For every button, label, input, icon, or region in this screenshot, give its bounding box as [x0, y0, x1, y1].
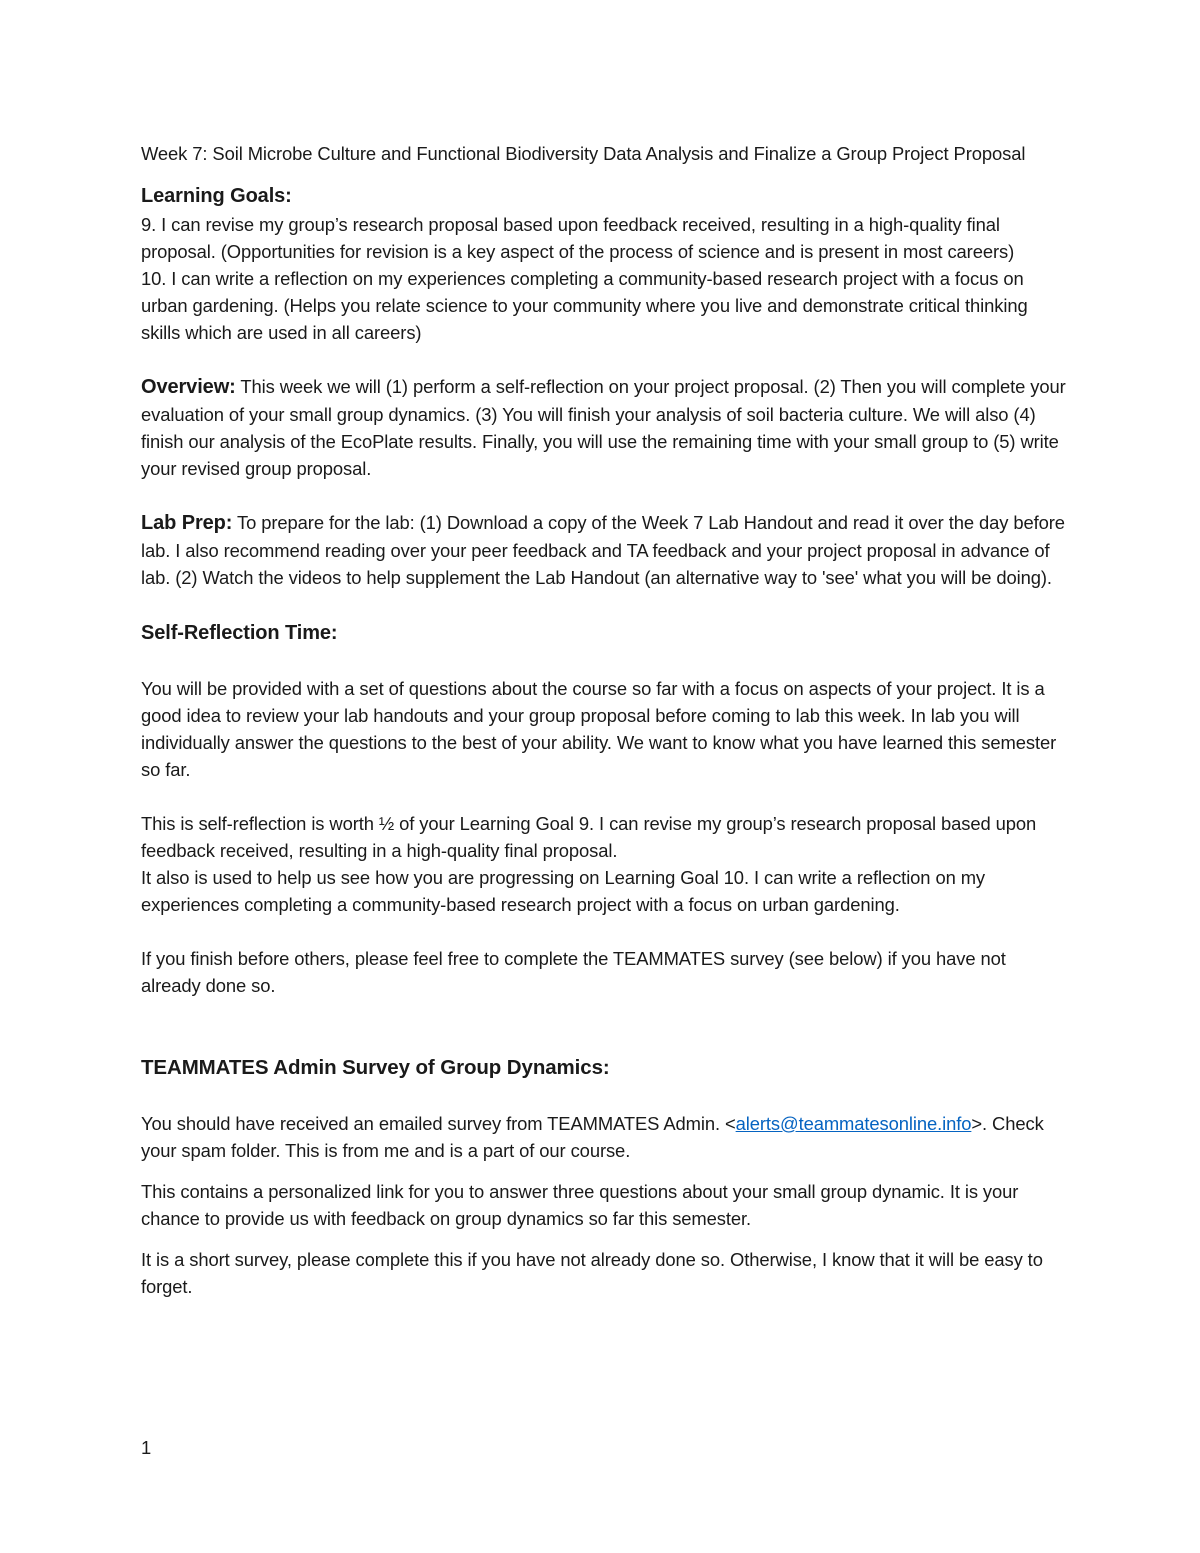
self-reflection-section: [141, 618, 1066, 999]
teammates-paragraph-1: [141, 1110, 1066, 1164]
teammates-email-link[interactable]: alerts@teammatesonline.info: [735, 1113, 972, 1134]
teammates-paragraph-1-end: >. Check your spam folder. This is from me and is a part of our course.: [141, 1113, 1044, 1161]
overview-paragraph: [141, 373, 1066, 482]
overview-label: Overview:: [141, 376, 236, 398]
lab-prep-paragraph: [141, 509, 1066, 591]
learning-goal-9: 9. I can revise my group’s research proposal based upon feedback received, resulting in a high-quality final proposal. (Opportunities for revision is a key aspect of the process of science and is present in most careers): [141, 214, 1015, 262]
overview-text: This week we will (1) perform a self-reflection on your project proposal. (2) Then you will complete your evaluation of your small group dynamics. (3) You will finish your analysis of soil bacteria culture. We will also (4) finish our analysis of the EcoPlate results. Finally, you will use the remaining time with your small group to (5) write your revised group proposal.: [141, 376, 1066, 479]
lab-prep-section: [141, 509, 1066, 591]
teammates-heading: TEAMMATES Admin Survey of Group Dynamics:: [141, 1056, 610, 1079]
teammates-paragraph-3: It is a short survey, please complete this if you have not already done so. Otherwise, I know that it will be easy to forget.: [141, 1249, 1043, 1297]
overview-section: [141, 373, 1066, 482]
lab-prep-label: Lab Prep:: [141, 512, 233, 534]
document-title: Week 7: Soil Microbe Culture and Functional Biodiversity Data Analysis and Finalize a Group Project Proposal: [141, 143, 1026, 164]
self-reflection-paragraph-1: You will be provided with a set of questions about the course so far with a focus on aspects of your project. It is a good idea to review your lab handouts and your group proposal before coming to lab this week. In lab you will individually answer the questions to the best of your ability. We want to know what you have learned this semester so far.: [141, 678, 1057, 780]
teammates-paragraph-1-start: You should have received an emailed survey from TEAMMATES Admin. <: [141, 1113, 736, 1134]
learning-goals-section: [141, 181, 1066, 346]
page-number: 1: [141, 1437, 152, 1458]
lab-prep-text: To prepare for the lab: (1) Download a copy of the Week 7 Lab Handout and read it over the day before lab. I also recommend reading over your peer feedback and TA feedback and your project proposal in advance of lab. (2) Watch the videos to help supplement the Lab Handout (an alternative way to 'see' what you will be doing).: [141, 512, 1065, 588]
teammates-paragraph-2: This contains a personalized link for you to answer three questions about your small group dynamic. It is your chance to provide us with feedback on group dynamics so far this semester.: [141, 1181, 1019, 1229]
learning-goals-heading: Learning Goals:: [141, 185, 292, 207]
self-reflection-paragraph-2b: It also is used to help us see how you are progressing on Learning Goal 10. I can write a reflection on my experiences completing a community-based research project with a focus on urban gardening.: [141, 867, 986, 915]
self-reflection-heading: Self-Reflection Time:: [141, 622, 338, 644]
self-reflection-paragraph-2a: This is self-reflection is worth ½ of your Learning Goal 9. I can revise my group’s research proposal based upon feedback received, resulting in a high-quality final proposal.: [141, 813, 1037, 861]
self-reflection-paragraph-3: If you finish before others, please feel free to complete the TEAMMATES survey (see below) if you have not already done so.: [141, 948, 1006, 996]
learning-goal-10: 10. I can write a reflection on my experiences completing a community-based research project with a focus on urban gardening. (Helps you relate science to your community where you live and demonstrate critical thinking skills which are used in all careers): [141, 268, 1028, 343]
teammates-section: [141, 1053, 1066, 1300]
document-page: [141, 140, 1066, 1300]
